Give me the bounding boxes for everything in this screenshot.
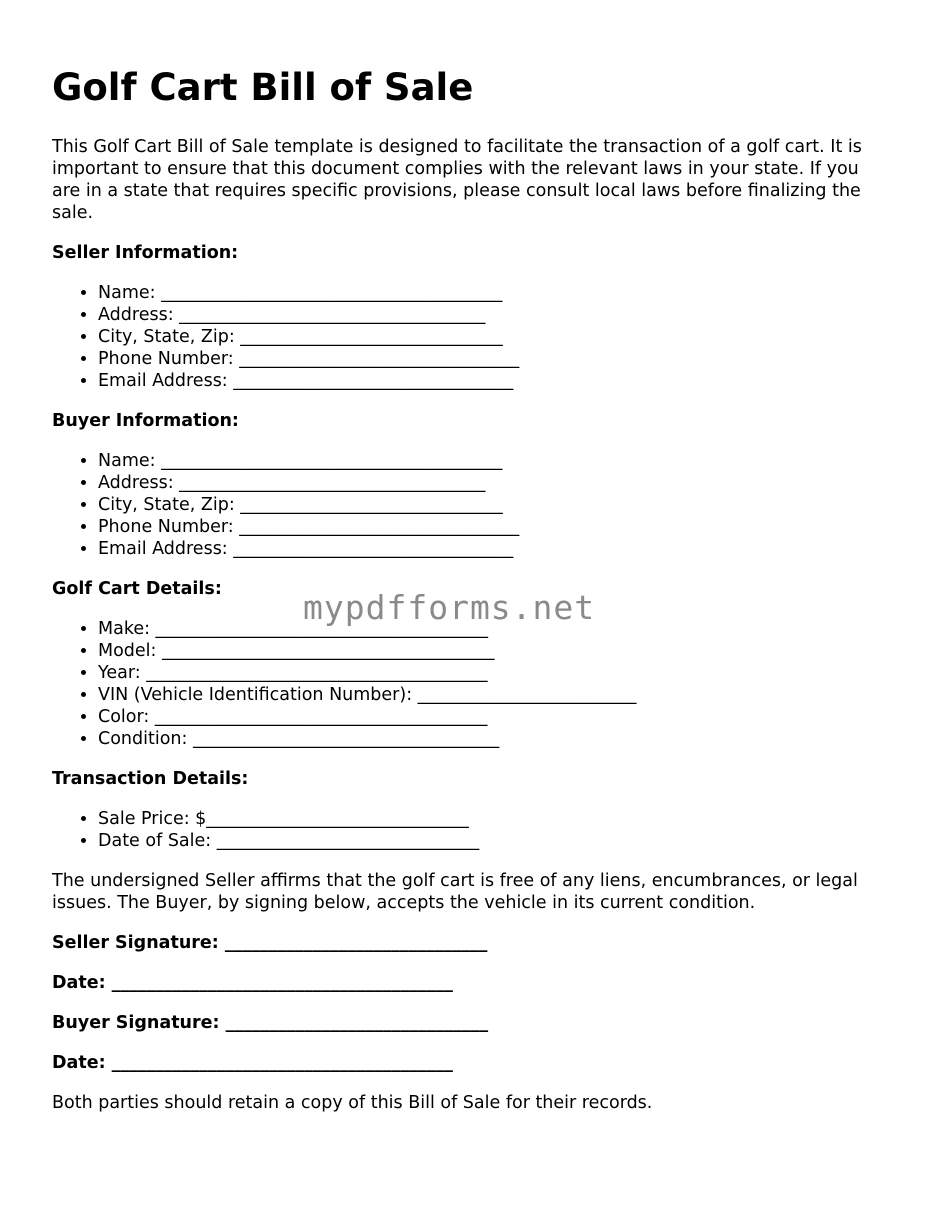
seller-email-field: • Email Address: ________________________________	[98, 370, 892, 392]
buyer-heading: Buyer Information:	[52, 411, 239, 431]
cart-year-field: • Year: _______________________________________	[98, 662, 892, 684]
transaction-list	[52, 808, 892, 852]
intro-paragraph: This Golf Cart Bill of Sale template is designed to facilitate the transaction of a golf cart. It is important to ensure that this document complies with the relevant laws in your state. If you are in a state that requires specific provisions, please consult local laws before finalizing the sale.	[52, 137, 862, 223]
cart-list	[52, 618, 892, 750]
buyer-signature-line: Buyer Signature: ______________________________	[52, 1013, 489, 1033]
cart-make-field: • Make: ______________________________________	[98, 618, 892, 640]
sale-price-field: • Sale Price: $______________________________	[98, 808, 892, 830]
buyer-address-field: • Address: ___________________________________	[98, 472, 892, 494]
buyer-name-field: • Name: _______________________________________	[98, 450, 892, 472]
cart-color-field: • Color: ______________________________________	[98, 706, 892, 728]
seller-date-line: Date: _______________________________________	[52, 973, 453, 993]
buyer-email-field: • Email Address: ________________________________	[98, 538, 892, 560]
watermark: mypdfforms.net	[303, 588, 596, 627]
cart-vin-field: • VIN (Vehicle Identification Number): _________________________	[98, 684, 892, 706]
cart-model-field: • Model: ______________________________________	[98, 640, 892, 662]
seller-city-state-zip-field: • City, State, Zip: ______________________________	[98, 326, 892, 348]
buyer-city-state-zip-field: • City, State, Zip: ______________________________	[98, 494, 892, 516]
buyer-list	[52, 450, 892, 560]
cart-condition-field: • Condition: ___________________________________	[98, 728, 892, 750]
footer-note: Both parties should retain a copy of this Bill of Sale for their records.	[52, 1093, 653, 1113]
seller-address-field: • Address: ___________________________________	[98, 304, 892, 326]
seller-list	[52, 282, 892, 392]
seller-signature-line: Seller Signature: ______________________________	[52, 933, 488, 953]
buyer-date-line: Date: _______________________________________	[52, 1053, 453, 1073]
seller-heading: Seller Information:	[52, 243, 239, 263]
cart-heading: Golf Cart Details:	[52, 579, 222, 599]
seller-phone-field: • Phone Number: ________________________________	[98, 348, 892, 370]
transaction-heading: Transaction Details:	[52, 769, 249, 789]
page-title: Golf Cart Bill of Sale	[52, 66, 474, 109]
sale-date-field: • Date of Sale: ______________________________	[98, 830, 892, 852]
buyer-phone-field: • Phone Number: ________________________________	[98, 516, 892, 538]
seller-name-field: • Name: _______________________________________	[98, 282, 892, 304]
affirmation-paragraph: The undersigned Seller affirms that the golf cart is free of any liens, encumbrances, or legal issues. The Buyer, by signing below, accepts the vehicle in its current condition.	[52, 871, 858, 913]
